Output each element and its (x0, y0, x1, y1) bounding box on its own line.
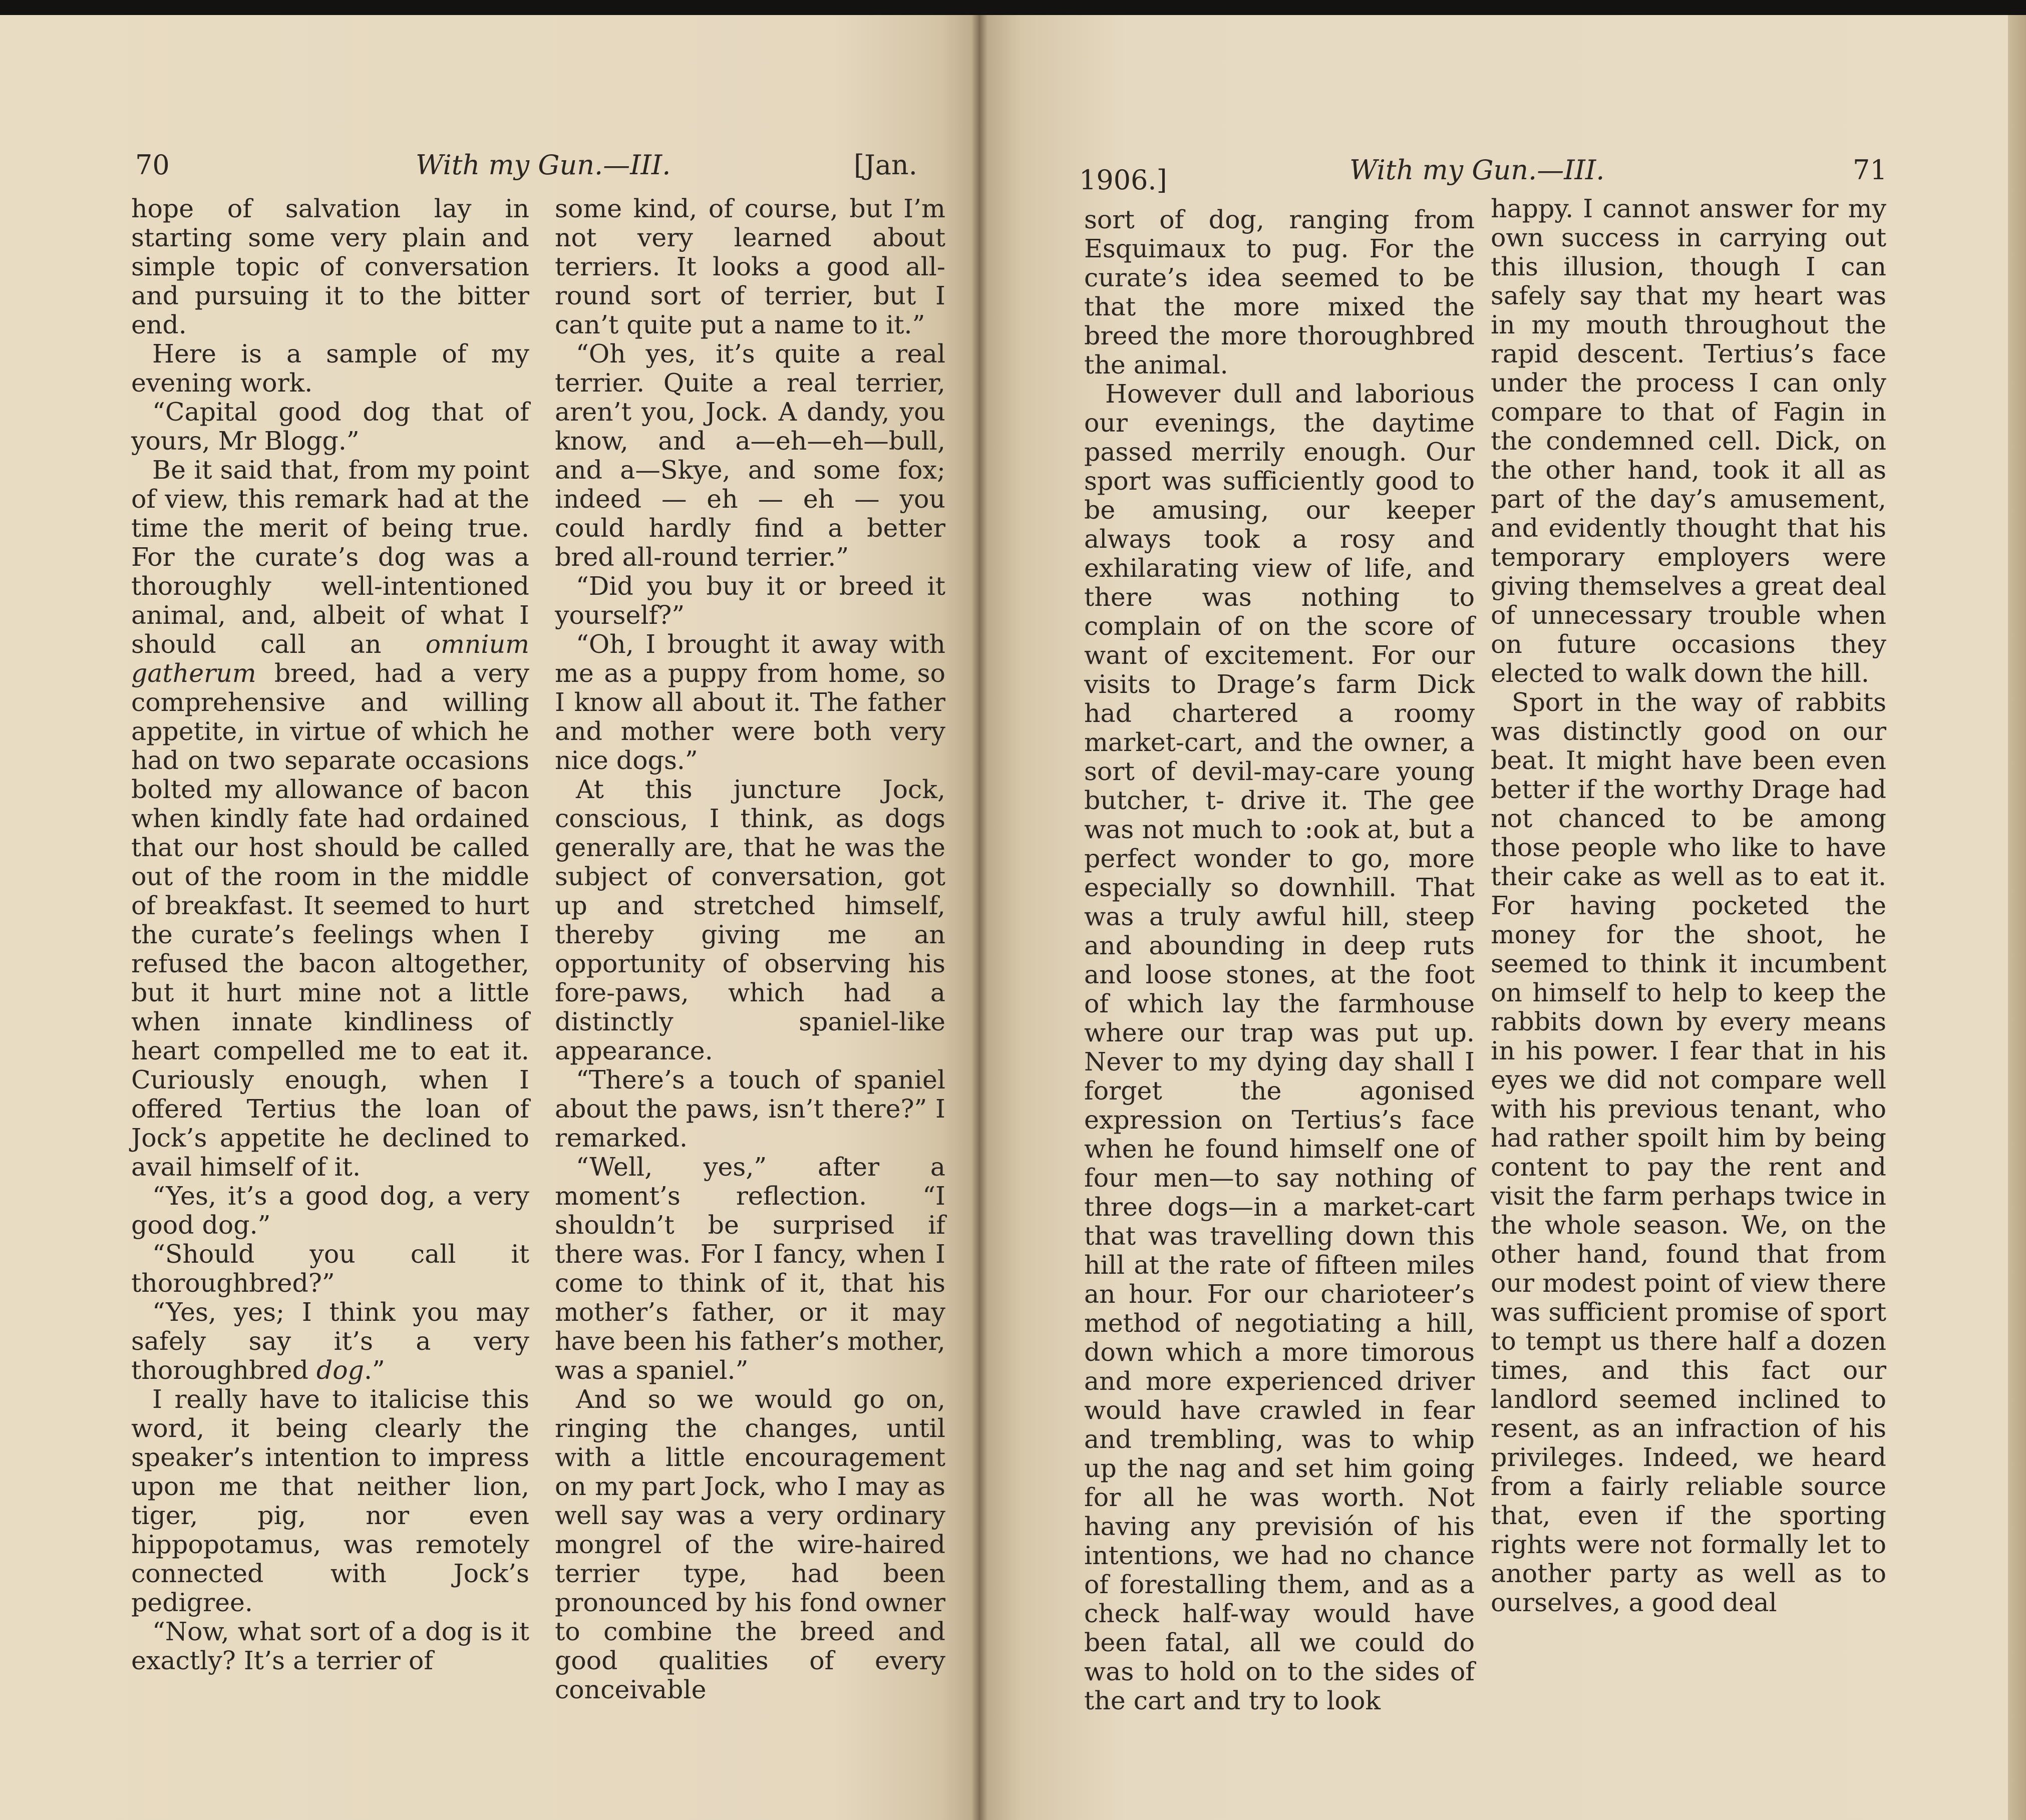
paragraph: “Did you buy it or breed it yourself?” (555, 571, 945, 630)
paragraph: “Well, yes,” after a moment’s reflection. “I shouldn’t be surprised if there was. For I fancy, when I come to think of it, that his mother’s father, or it may have been his father’s mother, was a spaniel.” (555, 1152, 945, 1385)
paragraph: I really have to italicise this word, it being clearly the speaker’s intention to impress upon me that neither lion, tiger, pig, nor even hippopotamus, was remotely connected with Jock’s pedigree. (131, 1384, 529, 1617)
right-page-number: 71 (1853, 154, 1887, 186)
paragraph: “Yes, yes; I think you may safely say it’s a very thoroughbred dog.” (131, 1297, 529, 1385)
right-column-1 (1084, 205, 1475, 1715)
paragraph: “Should you call it thoroughbred?” (131, 1239, 529, 1298)
paragraph: “Oh yes, it’s quite a real terrier. Quite a real terrier, aren’t you, Jock. A dandy, you know, and a—eh—eh—bull, and a—Skye, and some fox; indeed — eh — eh — you could hardly find a better bred all-round terrier.” (555, 339, 945, 572)
paragraph: “Oh, I brought it away with me as a puppy from home, so I know all about it. The father and mother were both very nice dogs.” (555, 629, 945, 775)
left-column-2 (555, 194, 945, 1704)
right-running-title: With my Gun.—III. (1349, 154, 1605, 186)
paragraph: “There’s a touch of spaniel about the paws, isn’t there?” I remarked. (555, 1065, 945, 1153)
paragraph: Sport in the way of rabbits was distinctly good on our beat. It might have been even better if the worthy Drage had not chanced to be among those people who like to have their cake as well as to eat it. For having pocketed the money for the shoot, he seemed to think it incumbent on himself to help to keep the rabbits down by every means in his power. I fear that in his eyes we did not compare well with his previous tenant, who had rather spoilt him by being content to pay the rent and visit the farm perhaps twice in the whole season. We, on the other hand, found that from our modest point of view there was sufficient promise of sport to tempt us there half a dozen times, and this fact our landlord seemed inclined to resent, as an infraction of his privileges. Indeed, we heard from a fairly reliable source that, even if the sporting rights were not formally let to another party as well as to ourselves, a good deal (1491, 687, 1886, 1617)
paragraph: Here is a sample of my evening work. (131, 339, 529, 398)
paragraph: some kind, of course, but I’m not very learned about terriers. It looks a good all-round sort of terrier, but I can’t quite put a name to it.” (555, 194, 945, 339)
paragraph: At this juncture Jock, conscious, I think, as dogs generally are, that he was the subject of conversation, got up and stretched himself, thereby giving me an opportunity of observing his fore-paws, which had a distinctly spaniel-like appearance. (555, 775, 945, 1065)
paragraph: However dull and laborious our evenings, the daytime passed merrily enough. Our sport was sufficiently good to be amusing, our keeper always took a rosy and exhilarating view of life, and there was nothing to complain of on the score of want of excitement. For our visits to Drage’s farm Dick had chartered a roomy market-cart, and the owner, a sort of devil-may-care young butcher, t- drive it. The gee was not much to :ook at, but a perfect wonder to go, more especially so downhill. That was a truly awful hill, steep and abounding in deep ruts and loose stones, at the foot of which lay the farmhouse where our trap was put up. Never to my dying day shall I forget the agonised expression on Tertius’s face when he found himself one of four men—to say nothing of three dogs—in a market-cart that was travelling down this hill at the rate of fifteen miles an hour. For our charioteer’s method of negotiating a hill, down which a more timorous and more experienced driver would have crawled in fear and trembling, was to whip up the nag and set him going for all he was worth. Not having any previsión of his intentions, we had no chance of forestalling them, and as a check half-way would have been fatal, all we could do was to hold on to the sides of the cart and try to look (1084, 379, 1475, 1715)
left-page-header (0, 143, 979, 188)
paragraph: hope of salvation lay in starting some very plain and simple topic of conversation and pursuing it to the bitter end. (131, 194, 529, 339)
right-column-2 (1491, 194, 1886, 1617)
page-edge (2008, 15, 2026, 1820)
left-running-title: With my Gun.—III. (416, 149, 671, 181)
paragraph: And so we would go on, ringing the changes, until with a little encouragement on my part Jock, who I may as well say was a very ordinary mongrel of the wire-haired terrier type, had been pronounced by his fond owner to combine the breed and good qualities of every conceivable (555, 1384, 945, 1704)
right-page-header (979, 148, 2026, 196)
paragraph: “Capital good dog that of yours, Mr Blogg.” (131, 397, 529, 456)
paragraph: sort of dog, ranging from Esquimaux to pug. For the curate’s idea seemed to be that the more mixed the breed the more thoroughbred the animal. (1084, 205, 1475, 380)
left-page-number: 70 (135, 149, 170, 181)
paragraph: “Yes, it’s a good dog, a very good dog.” (131, 1181, 529, 1240)
right-page (979, 15, 2026, 1820)
left-page (0, 15, 979, 1820)
left-date-mark: [Jan. (854, 149, 917, 181)
paragraph: “Now, what sort of a dog is it exactly? It’s a terrier of (131, 1617, 529, 1675)
left-column-1 (131, 194, 529, 1675)
paragraph: happy. I cannot answer for my own success in carrying out this illusion, though I can safely say that my heart was in my mouth throughout the rapid descent. Tertius’s face under the process I can only compare to that of Fagin in the condemned cell. Dick, on the other hand, took it all as part of the day’s amusement, and evidently thought that his temporary employers were giving themselves a great deal of unnecessary trouble when on future occasions they elected to walk down the hill. (1491, 194, 1886, 688)
book-gutter (971, 15, 987, 1820)
paragraph: Be it said that, from my point of view, this remark had at the time the merit of being true. For the curate’s dog was a thoroughly well-intentioned animal, and, albeit of what I should call an omnium gatherum breed, had a very comprehensive and willing appetite, in virtue of which he had on two separate occasions bolted my allowance of bacon when kindly fate had ordained that our host should be called out of the room in the middle of breakfast. It seemed to hurt the curate’s feelings when I refused the bacon altogether, but it hurt mine not a little when innate kindliness of heart compelled me to eat it. Curiously enough, when I offered Tertius the loan of Jock’s appetite he declined to avail himself of it. (131, 455, 529, 1182)
right-date-mark: 1906.] (1079, 164, 1167, 196)
